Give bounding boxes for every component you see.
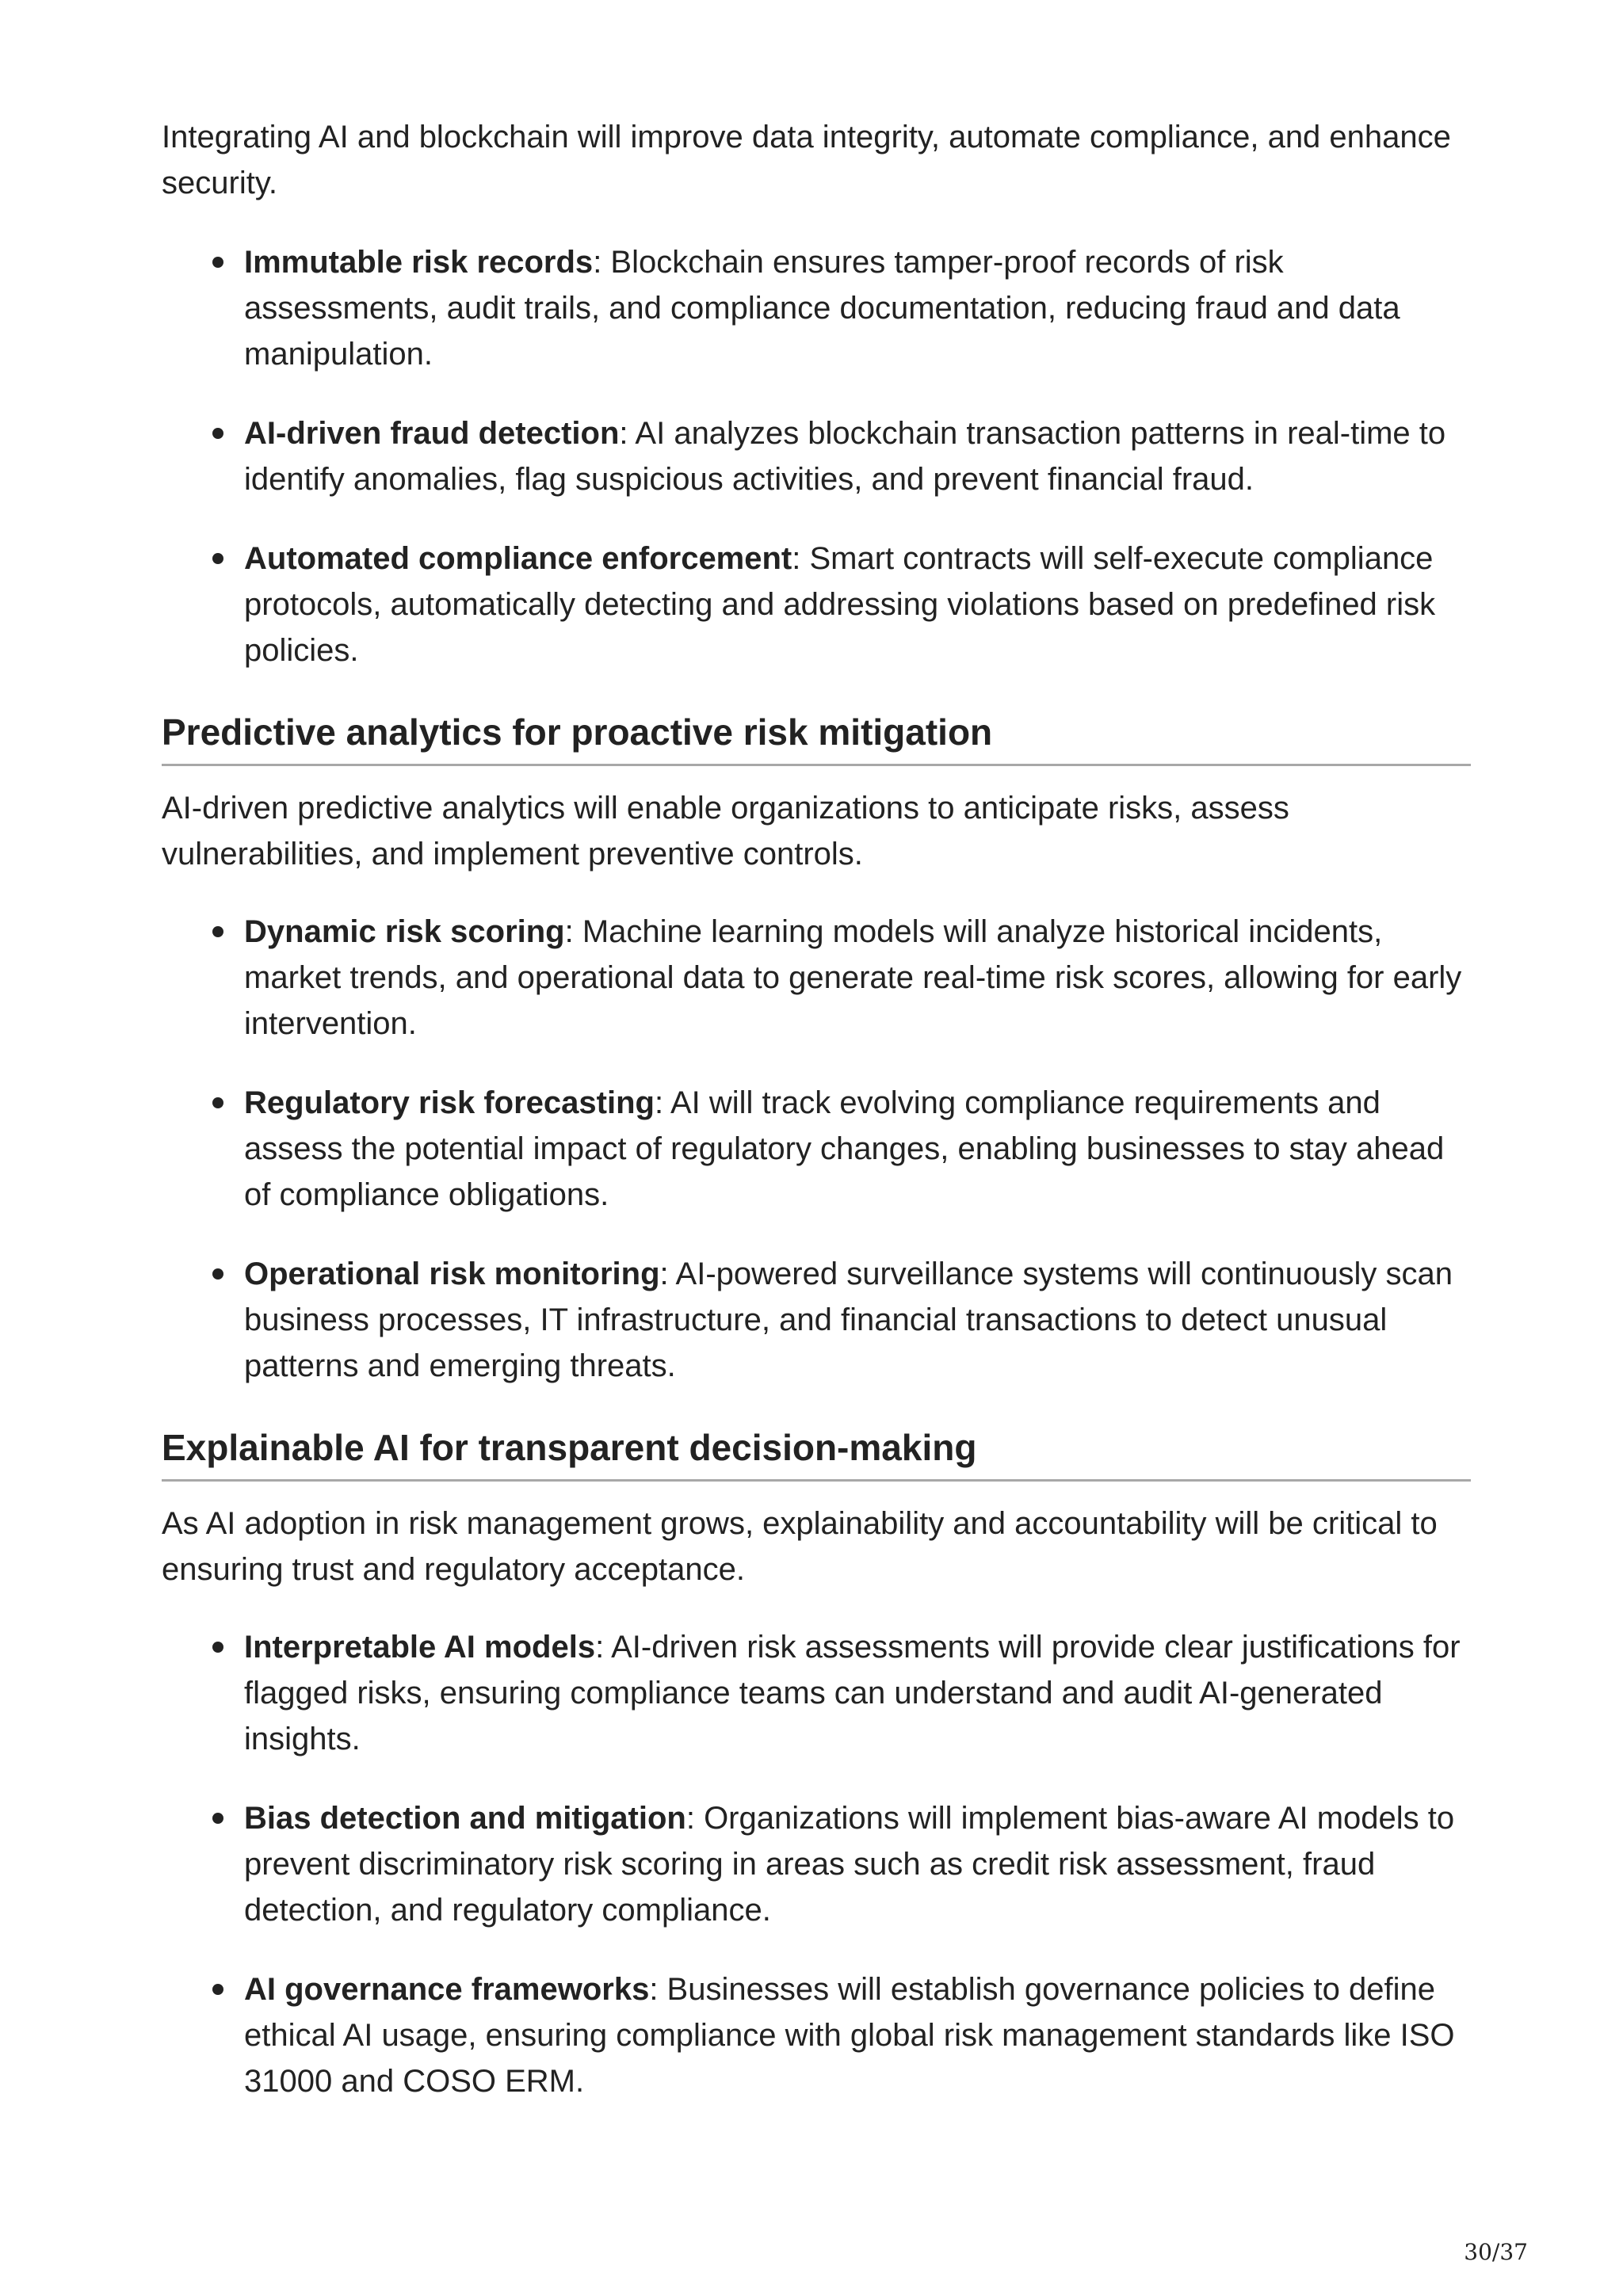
bullet-dot	[212, 428, 223, 439]
page-number: 30/37	[1464, 2239, 1528, 2265]
bullet-term: Bias detection and mitigation	[244, 1801, 686, 1836]
bullet-dot	[212, 1984, 223, 1995]
bullet-term: Automated compliance enforcement	[244, 541, 792, 576]
bullet-dot	[212, 1097, 223, 1108]
list-item	[162, 1795, 1471, 1933]
list-item	[162, 1624, 1471, 1762]
bullet-dot	[212, 1813, 223, 1824]
bullet-term: Operational risk monitoring	[244, 1257, 660, 1291]
bullet-text: : Businesses will establish governance policies to define ethical AI usage, ensuring compliance with global risk management standards like ISO 31000 and COSO ERM.	[244, 1972, 1455, 2099]
intro-paragraph: Integrating AI and blockchain will improve data integrity, automate compliance, and enhance security.	[162, 120, 1451, 200]
document-page	[162, 0, 1471, 2104]
bullet-term: Dynamic risk scoring	[244, 914, 565, 949]
list-item	[162, 410, 1471, 502]
bullet-dot	[212, 553, 223, 564]
predictive-bullet-list	[162, 909, 1471, 1389]
bullet-dot	[212, 257, 223, 268]
list-item	[162, 1251, 1471, 1389]
bullet-dot	[212, 1268, 223, 1280]
bullet-term: Immutable risk records	[244, 245, 594, 280]
bullet-term: AI-driven fraud detection	[244, 416, 620, 451]
bullet-text: : Machine learning models will analyze historical incidents, market trends, and operational data to generate real-time risk scores, allowing for early intervention.	[244, 914, 1462, 1041]
bullet-dot	[212, 926, 223, 937]
list-item	[162, 1080, 1471, 1218]
bullet-text: : AI-powered surveillance systems will continuously scan business processes, IT infrastructure, and financial transactions to detect unusual patterns and emerging threats.	[244, 1257, 1453, 1383]
bullet-text: : AI analyzes blockchain transaction patterns in real-time to identify anomalies, flag suspicious activities, and prevent financial fraud.	[244, 416, 1446, 497]
bullet-dot	[212, 1642, 223, 1653]
list-item	[162, 909, 1471, 1047]
explainable-bullet-list	[162, 1624, 1471, 2104]
bullet-term: Regulatory risk forecasting	[244, 1085, 655, 1120]
bullet-term: AI governance frameworks	[244, 1972, 650, 2007]
predictive-intro-paragraph: AI-driven predictive analytics will enable organizations to anticipate risks, assess vulnerabilities, and implement preventive controls.	[162, 791, 1289, 871]
list-item	[162, 1966, 1471, 2104]
section-heading-predictive: Predictive analytics for proactive risk mitigation	[162, 710, 1471, 766]
bullet-text: : Blockchain ensures tamper-proof records of risk assessments, audit trails, and compliance documentation, reducing fraud and data manipulation.	[244, 245, 1400, 372]
section-heading-explainable: Explainable AI for transparent decision-making	[162, 1425, 1471, 1482]
bullet-term: Interpretable AI models	[244, 1630, 596, 1665]
list-item	[162, 536, 1471, 673]
blockchain-bullet-list	[162, 239, 1471, 673]
bullet-text: : AI-driven risk assessments will provide clear justifications for flagged risks, ensuring compliance teams can understand and audit AI-generated insights.	[244, 1630, 1461, 1756]
bullet-text: : Smart contracts will self-execute compliance protocols, automatically detecting and addressing violations based on predefined risk policies.	[244, 541, 1436, 668]
bullet-text: : AI will track evolving compliance requirements and assess the potential impact of regulatory changes, enabling businesses to stay ahead of compliance obligations.	[244, 1085, 1445, 1212]
list-item	[162, 239, 1471, 377]
explainable-intro-paragraph: As AI adoption in risk management grows, explainability and accountability will be critical to ensuring trust and regulatory acceptance.	[162, 1506, 1438, 1587]
bullet-text: : Organizations will implement bias-aware AI models to prevent discriminatory risk scoring in areas such as credit risk assessment, fraud detection, and regulatory compliance.	[244, 1801, 1455, 1928]
